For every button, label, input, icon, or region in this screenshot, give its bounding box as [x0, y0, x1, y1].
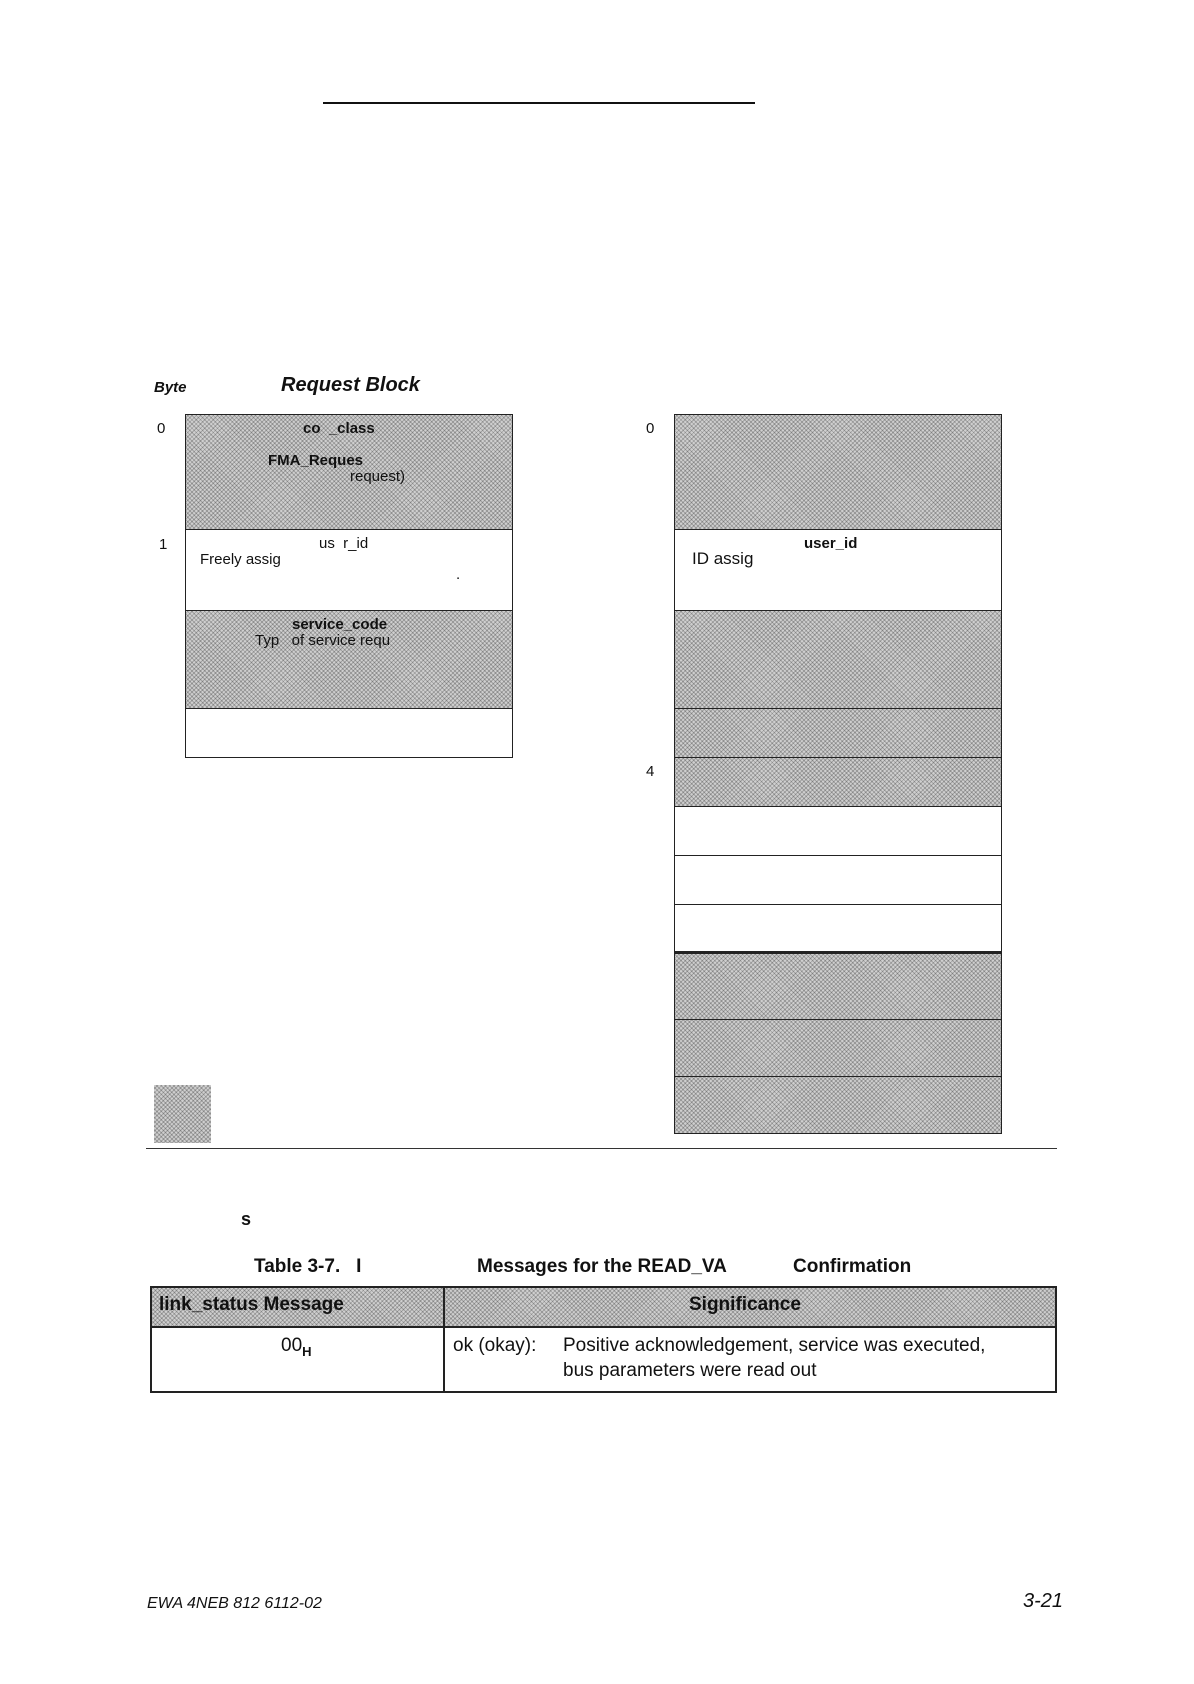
- conf-cell-4: [674, 757, 1002, 807]
- request-paren-label: request): [350, 468, 406, 485]
- comm-class-label: co _class: [303, 420, 375, 437]
- conf-cell-5: [674, 806, 1002, 856]
- right-offset-0: 0: [646, 420, 655, 437]
- footer-doc-id: EWA 4NEB 812 6112-02: [147, 1595, 322, 1612]
- service-desc-text: Typ of service requ: [255, 632, 391, 649]
- footer-page-number: 3-21: [1023, 1590, 1064, 1612]
- conf-cell-9: [674, 1019, 1002, 1077]
- section-heading: s: [241, 1209, 252, 1229]
- conf-cell-2: [674, 610, 1002, 709]
- table-caption-part-2: Messages for the READ_VA: [477, 1256, 727, 1277]
- request-block-title: Request Block: [281, 374, 420, 396]
- left-offset-1: 1: [159, 536, 168, 553]
- table-header-message-text: link_status Message: [159, 1294, 344, 1315]
- table-header-significance-text: Significance: [689, 1294, 801, 1315]
- conf-cell-7: [674, 904, 1002, 954]
- conf-cell-10: [674, 1076, 1002, 1134]
- section-separator: [146, 1148, 1057, 1149]
- conf-cell-8: [674, 953, 1002, 1020]
- dot-text: .: [456, 566, 461, 583]
- fma-request-label: FMA_Reques: [268, 452, 364, 469]
- right-offset-4: 4: [646, 763, 655, 780]
- table-row-term: ok (okay):: [453, 1335, 537, 1356]
- conf-user-id-label: user_id: [804, 535, 858, 552]
- byte-label: Byte: [154, 379, 187, 396]
- conf-id-assig-text: ID assig: [692, 549, 754, 568]
- header-rule: [323, 102, 755, 104]
- table-caption-part-1: Table 3-7. I: [254, 1256, 362, 1277]
- left-offset-0: 0: [157, 420, 166, 437]
- legend-hatch-swatch: [154, 1085, 211, 1143]
- table-caption-part-3: Confirmation: [793, 1256, 912, 1277]
- conf-cell-3: [674, 708, 1002, 758]
- code-value: 00: [281, 1335, 303, 1356]
- code-subscript: H: [302, 1343, 312, 1359]
- table-row-desc-line1: Positive acknowledgement, service was executed,: [563, 1335, 986, 1356]
- request-cell-empty: [185, 708, 513, 758]
- conf-cell-0: [674, 414, 1002, 530]
- request-user-id-label: us r_id: [319, 535, 369, 552]
- conf-cell-6: [674, 855, 1002, 905]
- table-row-code: [281, 1335, 312, 1359]
- table-row-desc-line2: bus parameters were read out: [563, 1360, 817, 1381]
- service-code-label: service_code: [292, 616, 388, 633]
- freely-assigned-text: Freely assig: [200, 551, 281, 568]
